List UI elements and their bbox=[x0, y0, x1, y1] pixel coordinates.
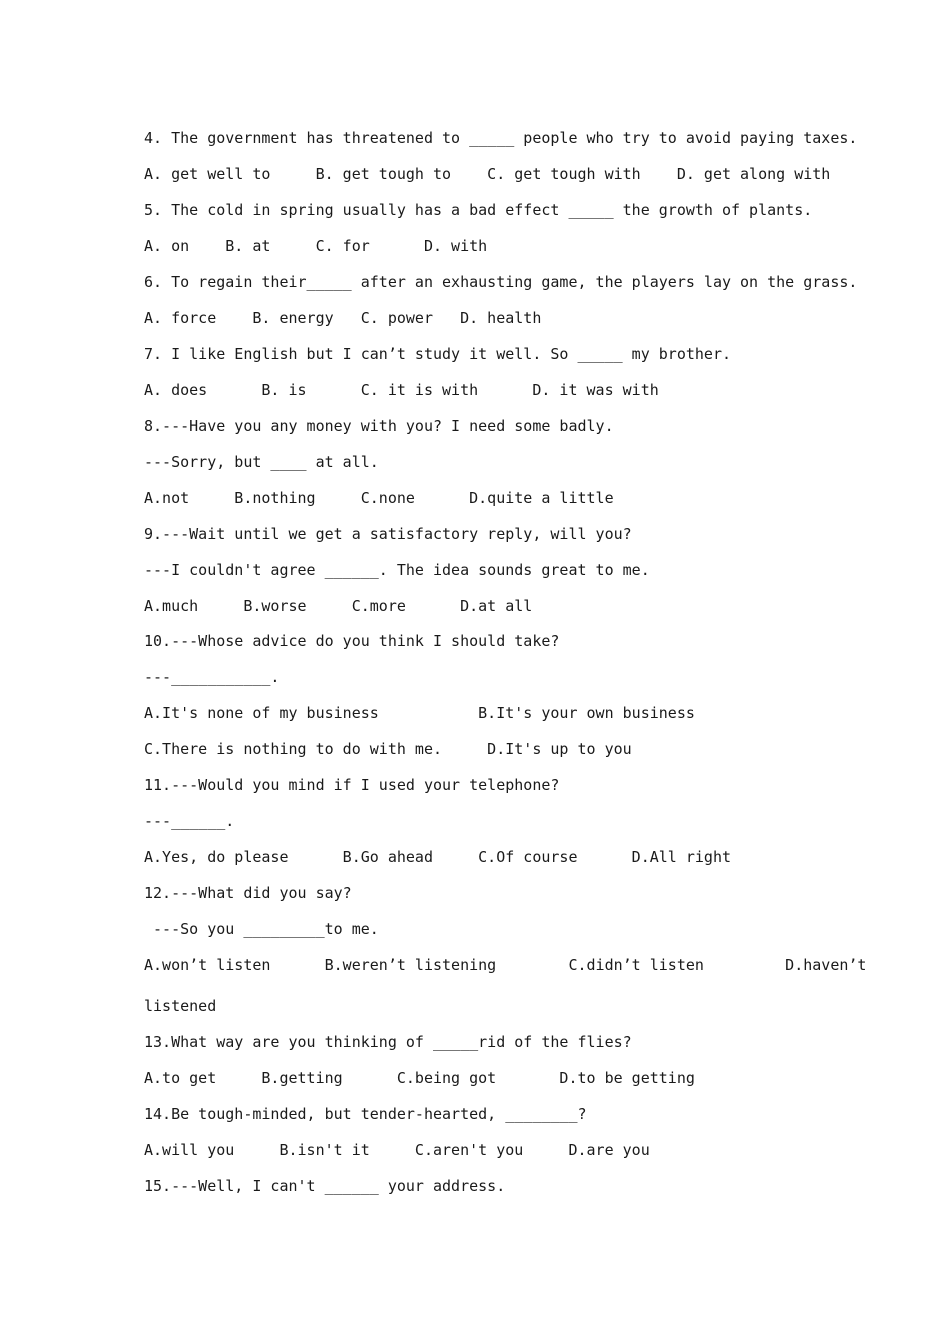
question-15: 15.---Well, I can't ______ your address. bbox=[144, 1177, 506, 1195]
question-5: 5. The cold in spring usually has a bad effect _____ the growth of plants. bbox=[144, 201, 813, 219]
question-8-options: A.not B.nothing C.none D.quite a little bbox=[144, 489, 614, 507]
question-7-options: A. does B. is C. it is with D. it was with bbox=[144, 381, 659, 399]
question-10-reply: ---___________. bbox=[144, 668, 280, 686]
question-4-options: A. get well to B. get tough to C. get tough with D. get along with bbox=[144, 165, 831, 183]
question-11: 11.---Would you mind if I used your telephone? bbox=[144, 776, 560, 794]
question-12-options-wrap: listened bbox=[144, 997, 217, 1015]
question-9-reply: ---I couldn't agree ______. The idea sounds great to me. bbox=[144, 561, 650, 579]
question-5-options: A. on B. at C. for D. with bbox=[144, 237, 488, 255]
question-14: 14.Be tough-minded, but tender-hearted, ________? bbox=[144, 1105, 587, 1123]
question-9-options: A.much B.worse C.more D.at all bbox=[144, 597, 533, 615]
question-13-options: A.to get B.getting C.being got D.to be getting bbox=[144, 1069, 695, 1087]
question-8-reply: ---Sorry, but ____ at all. bbox=[144, 453, 379, 471]
question-12-options: A.won’t listen B.weren’t listening C.didn’t listen D.haven’t bbox=[144, 956, 867, 974]
question-12-reply: ---So you _________to me. bbox=[144, 920, 379, 938]
question-6: 6. To regain their_____ after an exhausting game, the players lay on the grass. bbox=[144, 273, 858, 291]
question-6-options: A. force B. energy C. power D. health bbox=[144, 309, 542, 327]
question-11-options: A.Yes, do please B.Go ahead C.Of course D.All right bbox=[144, 848, 731, 866]
question-10-options-ab: A.It's none of my business B.It's your own business bbox=[144, 704, 695, 722]
question-12: 12.---What did you say? bbox=[144, 884, 352, 902]
question-7: 7. I like English but I can’t study it well. So _____ my brother. bbox=[144, 345, 731, 363]
question-14-options: A.will you B.isn't it C.aren't you D.are you bbox=[144, 1141, 650, 1159]
question-10-options-cd: C.There is nothing to do with me. D.It's up to you bbox=[144, 740, 632, 758]
question-10: 10.---Whose advice do you think I should take? bbox=[144, 632, 560, 650]
question-8: 8.---Have you any money with you? I need some badly. bbox=[144, 417, 614, 435]
question-4: 4. The government has threatened to _____ people who try to avoid paying taxes. bbox=[144, 129, 858, 147]
question-9: 9.---Wait until we get a satisfactory reply, will you? bbox=[144, 525, 632, 543]
question-11-reply: ---______. bbox=[144, 812, 235, 830]
question-13: 13.What way are you thinking of _____rid of the flies? bbox=[144, 1033, 632, 1051]
